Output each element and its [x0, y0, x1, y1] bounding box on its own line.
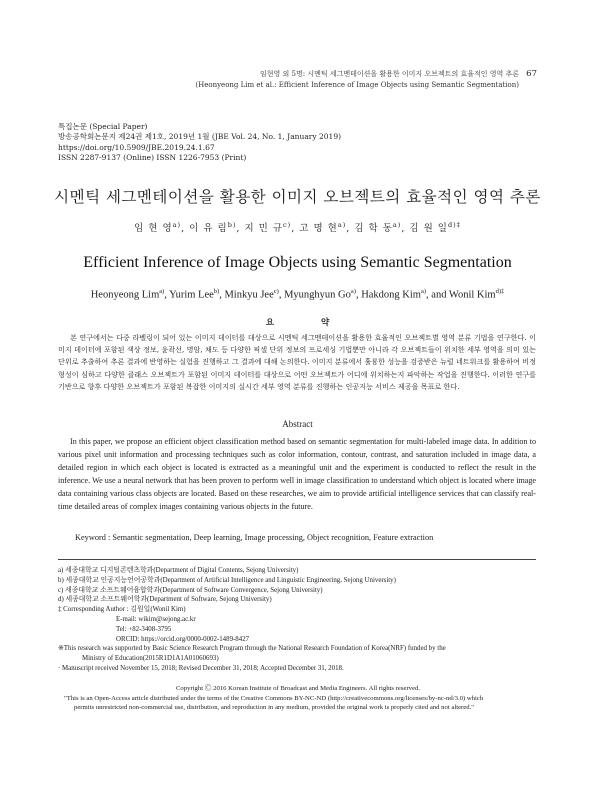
author-name: 임 현 영: [134, 223, 173, 234]
manuscript-dates: · Manuscript received November 15, 2018; Revised December 31, 2018; Accepted December 31, 2018.: [58, 664, 344, 672]
footnote-divider: [58, 559, 536, 560]
funding-note-cont: Ministry of Education(2015R1D1A1A01060693): [82, 655, 219, 663]
author-separator: ,: [164, 289, 170, 301]
abstract-ko-heading: 요 약: [265, 318, 352, 328]
authors-english: [0, 288, 595, 301]
footnotes: [58, 566, 538, 674]
running-header: [195, 69, 519, 91]
author-affiliation-mark: d)‡: [495, 288, 505, 295]
author-affiliation-mark: a): [337, 220, 347, 229]
author-name: Heonyeong Lim: [90, 289, 160, 301]
author-separator: ,: [346, 223, 355, 234]
author-separator: , and: [426, 289, 449, 301]
author-affiliation-mark: b): [227, 220, 237, 229]
author-email[interactable]: E-mail: wikim@sejong.ac.kr: [116, 615, 196, 623]
affiliation-d: d) 세종대학교 소프트웨어학과(Department of Software, Sejong University): [58, 596, 272, 604]
abstract-korean: 본 연구에서는 다중 라벨링이 되어 있는 이미지 데이터를 대상으로 시멘틱 세그멘테이션을 활용한 효율적인 오브젝트별 영역 분류 기법을 연구한다. 이미지 데이터에 포함된 색상 정보, 윤곽선, 명암, 채도 등 다양한 픽셀 단위 정보의 프로세싱 기법뿐만 아니라 각 오브젝트들이 위치한 세부 영역을 의미 있는 단위로 추출하여 추론 결과에 반영하는 실험을 진행하고 그 결과에 대해 논의한다. 이미지 분류에서 훌륭한 성능을 검증받은 뉴럴 네트워크를 활용하여 비정형성이 심하고 다양한 클래스 오브젝트가 포함된 이미지 데이터를 대상으로 어떤 오브젝트가 어디에 위치하는지 파악하는 작업을 진행한다. 이러한 연구를 기반으로 향후 다양한 오브젝트가 포함된 복잡한 이미지의 실시간 세부 영역 분류를 진행하는 인공지능 서비스 제공을 목표로 한다.: [58, 333, 536, 391]
author-name: 고 명 현: [299, 223, 338, 234]
author-name: 김 학 동: [354, 223, 393, 234]
author-name: Wonil Kim: [448, 289, 496, 301]
corresponding-author: ‡ Corresponding Author : 김원일(Wonil Kim): [58, 606, 186, 614]
author-affiliation-mark: d)‡: [447, 220, 461, 229]
author-name: 이 유 림: [189, 223, 228, 234]
paper-meta: [58, 122, 341, 164]
author-tel: Tel: +82-3408-3795: [116, 625, 172, 633]
author-name: Minkyu Jee: [224, 289, 274, 301]
author-affiliation-mark: c): [273, 288, 279, 295]
author-separator: ,: [219, 289, 225, 301]
author-affiliation-mark: c): [283, 220, 292, 229]
title-korean: 시멘틱 세그멘테이션을 활용한 이미지 오브젝트의 효율적인 영역 추론: [54, 188, 541, 206]
author-separator: ,: [355, 289, 362, 301]
author-affiliation-mark: b): [213, 288, 220, 295]
copyright-block: [58, 684, 538, 713]
keywords: Keyword : Semantic segmentation, Deep learning, Image processing, Object recognition, Feature extraction: [75, 533, 434, 542]
license-line-cont: permits unrestricted non-commercial use, distribution, and reproduction in any medium, provided the original work is properly cited and not altered.": [74, 704, 474, 712]
author-affiliation-mark: a): [159, 288, 165, 295]
title-english: Efficient Inference of Image Objects using Semantic Segmentation: [83, 254, 512, 271]
author-name: Hakdong Kim: [361, 289, 421, 301]
author-separator: ,: [401, 223, 410, 234]
authors-korean: [0, 220, 595, 234]
running-header-en: (Heonyeong Lim et al.: Efficient Inference of Image Objects using Semantic Segmentation): [195, 81, 519, 89]
author-separator: ,: [291, 223, 300, 234]
author-name: 지 민 규: [244, 223, 284, 234]
page-number: 67: [526, 69, 537, 79]
author-separator: ,: [278, 289, 285, 301]
running-header-ko: 임현영 외 5명: 시멘틱 세그멘테이션을 활용한 이미지 오브젝트의 효율적인 영역 추론: [260, 70, 519, 78]
author-affiliation-mark: a): [392, 220, 402, 229]
doi-link[interactable]: https://doi.org/10.5909/JBE.2019.24.1.67: [58, 142, 215, 152]
author-separator: ,: [236, 223, 245, 234]
copyright-line: Copyright Ⓒ 2016 Korean Institute of Broadcast and Media Engineers. All rights reserved.: [175, 685, 421, 692]
abstract-english: In this paper, we propose an efficient object classification method based on semantic segmentation for multi-labeled image data. In addition to various pixel unit information and processing techniques such as color information, contour, contrast, and saturation included in image data, a detailed region in which each object is located is extracted as a meaningful unit and the experiment is conducted to reflect the result in the inference. We use a neural network that has been proven to perform well in image classification to understand which object is located where image data containing various class objects are located. Based on these researches, we aim to provide artificial intelligence services that can classify real-time detailed areas of complex images containing various objects in the future.: [58, 437, 536, 511]
license-line: "This is an Open-Access article distributed under the terms of the Creative Commons BY-NC-ND (http://creativecommons.org/licenses/by-nc-nd/3.0) which: [64, 694, 484, 702]
author-name: Yurim Lee: [169, 289, 214, 301]
affiliation-b: b) 세종대학교 인공지능언어공학과(Department of Artificial Intelligence and Linguistic Engineering, Sejong University): [58, 576, 396, 584]
author-affiliation-mark: a): [350, 288, 356, 295]
issn: ISSN 2287-9137 (Online) ISSN 1226-7953 (Print): [58, 153, 247, 163]
author-separator: ,: [181, 223, 190, 234]
author-affiliation-mark: a): [172, 220, 182, 229]
author-name: Myunghyun Go: [284, 289, 351, 301]
abstract-en-heading: Abstract: [282, 419, 313, 429]
affiliation-c: c) 세종대학교 소프트웨어융합학과(Department of Software Convergence, Sejong University): [58, 586, 323, 594]
author-affiliation-mark: a): [420, 288, 427, 295]
author-name: 김 원 일: [409, 223, 448, 234]
funding-note: ※This research was supported by Basic Science Research Program through the National Research Foundation of Korea(NRF) funded by the: [58, 645, 446, 653]
author-orcid[interactable]: ORCID: https://orcid.org/0000-0002-1489-8427: [116, 635, 250, 643]
paper-type: 특집논문 (Special Paper): [58, 122, 148, 131]
affiliation-a: a) 세종대학교 디지털콘텐츠학과(Department of Digital Contents, Sejong University): [58, 567, 299, 574]
journal-info: 방송공학회논문지 제24권 제1호, 2019년 1월 (JBE Vol. 24, No. 1, January 2019): [58, 132, 342, 142]
